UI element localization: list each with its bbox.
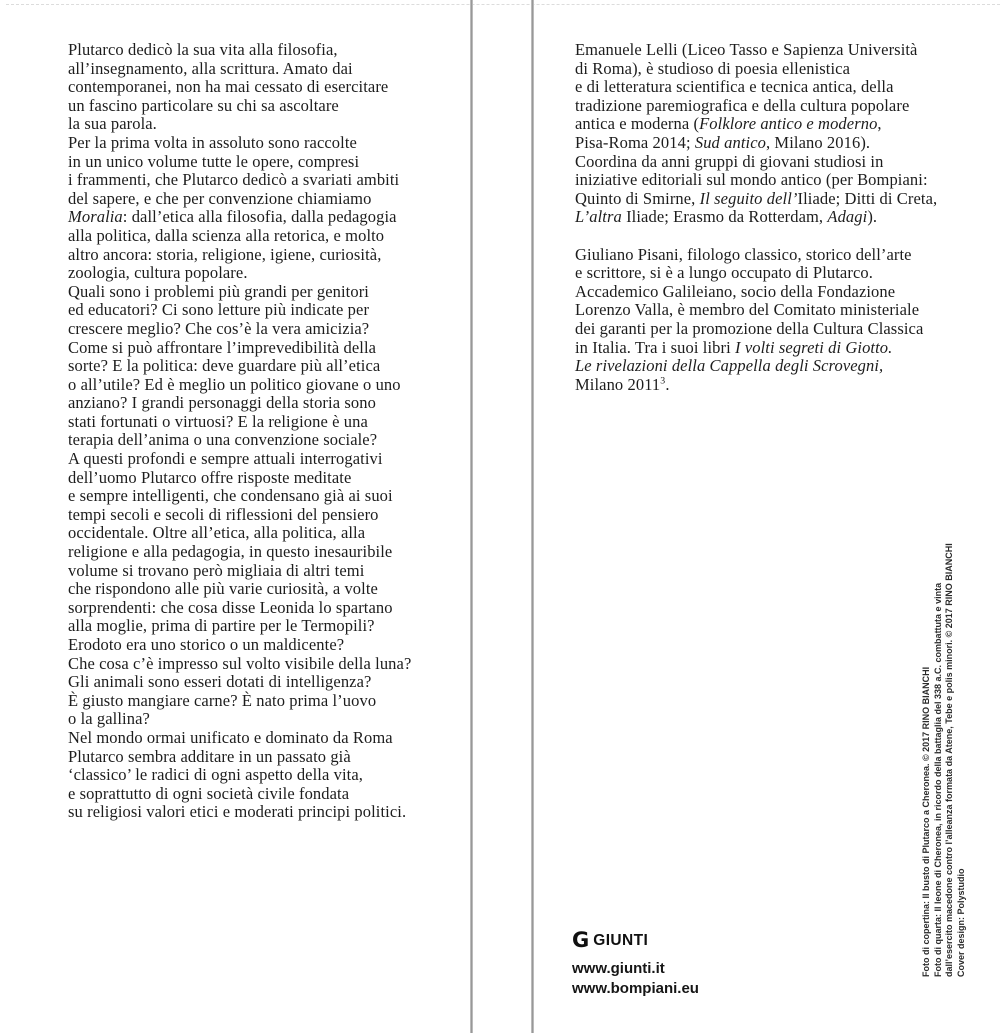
- text-line: Come si può affrontare l’imprevedibilità della: [68, 337, 377, 357]
- text-line: Plutarco dedicò la sua vita alla filosofia,: [68, 40, 338, 59]
- text-line: Erodoto era uno storico o un maldicente?: [68, 635, 345, 654]
- text-line: e sempre intelligenti, che condensano già ai suoi: [68, 486, 393, 506]
- text-line: Quinto di Smirne, Il seguito dell’Iliade; Ditti di Creta,: [575, 188, 938, 208]
- text-line: sorprendenti: che cosa disse Leonida lo spartano: [68, 597, 393, 617]
- right-flap: [575, 41, 937, 394]
- text-line: dell’uomo Plutarco offre risposte meditate: [68, 467, 352, 487]
- text-line: un fascino particolare su chi sa ascoltare: [68, 95, 339, 115]
- text-line: su religiosi valori etici e moderati principi politici.: [68, 802, 407, 822]
- text-line: o la gallina?: [68, 709, 150, 729]
- text-line: dei garanti per la promozione della Cultura Classica: [575, 318, 924, 338]
- text-line: L’altra Iliade; Erasmo da Rotterdam, Adagi).: [575, 207, 878, 227]
- text-line: e soprattutto di ogni società civile fondata: [68, 783, 350, 803]
- text-line: iniziative editoriali sul mondo antico (per Bompiani:: [575, 170, 928, 190]
- text-line: ed educatori? Ci sono letture più indicate per: [68, 300, 370, 320]
- text-line: Lorenzo Valla, è membro del Comitato ministeriale: [575, 300, 920, 320]
- text-line: sorte? E la politica: deve guardare più all’etica: [68, 356, 381, 376]
- url-bompiani: www.bompiani.eu: [572, 979, 699, 997]
- text-line: tempi secoli e secoli di riflessioni del pensiero: [68, 504, 379, 524]
- publisher-urls: [572, 959, 699, 998]
- text-line: alla politica, dalla scienza alla retorica, e molto: [68, 225, 385, 245]
- author-bio-pisani: [575, 246, 937, 395]
- text-line: Emanuele Lelli (Liceo Tasso e Sapienza Università: [575, 40, 918, 59]
- author-bio-lelli: [575, 41, 937, 227]
- text-line: Le rivelazioni della Cappella degli Scrovegni,: [575, 356, 884, 376]
- text-line: all’insegnamento, alla scrittura. Amato dai: [68, 58, 353, 78]
- text-line: occidentale. Oltre all’etica, alla politica, alla: [68, 523, 366, 543]
- text-line: ‘classico’ le radici di ogni aspetto della vita,: [68, 765, 363, 785]
- text-line: Plutarco sembra additare in un passato già: [68, 746, 351, 766]
- giunti-logo-text: GIUNTI: [593, 932, 649, 949]
- text-line: e scrittore, si è a lungo occupato di Plutarco.: [575, 263, 873, 283]
- left-flap-text: [68, 41, 411, 822]
- text-line: Foto di quarta: Il leone di Cheronea, in ricordo della battaglia del 338 a.C. combattuta e vinta: [932, 582, 943, 977]
- text-line: altro ancora: storia, religione, igiene, curiosità,: [68, 244, 382, 264]
- text-line: che rispondono alle più varie curiosità, a volte: [68, 579, 378, 599]
- text-line: zoologia, cultura popolare.: [68, 263, 248, 283]
- text-line: o all’utile? Ed è meglio un politico giovane o uno: [68, 374, 401, 394]
- text-line: È giusto mangiare carne? È nato prima l’uovo: [68, 690, 377, 710]
- text-line: dall’esercito macedone contro l’alleanza formata da Atene, Tebe e polis minori. © 2017 RINO BIANCHI: [944, 543, 955, 977]
- flap-fold-line-left: [470, 0, 473, 1033]
- text-line: volume si trovano però migliaia di altri temi: [68, 560, 365, 580]
- text-line: Nel mondo ormai unificato e dominato da Roma: [68, 727, 393, 747]
- text-line: alla moglie, prima di partire per le Termopili?: [68, 616, 375, 636]
- text-line: in Italia. Tra i suoi libri I volti segreti di Giotto.: [575, 337, 893, 357]
- giunti-logo: [572, 928, 699, 952]
- text-line: antica e moderna (Folklore antico e moderno,: [575, 114, 882, 134]
- text-line: in un unico volume tutte le opere, compresi: [68, 151, 360, 171]
- text-line: Accademico Galileiano, socio della Fondazione: [575, 281, 896, 301]
- text-line: Pisa-Roma 2014; Sud antico, Milano 2016).: [575, 132, 871, 152]
- text-line: tradizione paremiografica e della cultura popolare: [575, 95, 910, 115]
- text-line: Gli animali sono esseri dotati di intelligenza?: [68, 672, 372, 692]
- text-line: i frammenti, che Plutarco dedicò a svariati ambiti: [68, 170, 400, 190]
- text-line: A questi profondi e sempre attuali interrogativi: [68, 449, 383, 469]
- text-line: Foto di copertina: Il busto di Plutarco a Cheronea. © 2017 RINO BIANCHI: [921, 666, 931, 977]
- text-line: la sua parola.: [68, 114, 157, 134]
- text-line: terapia dell’anima o una convenzione sociale?: [68, 430, 378, 450]
- text-line: Che cosa c’è impresso sul volto visibile della luna?: [68, 653, 412, 673]
- text-line: anziano? I grandi personaggi della storia sono: [68, 393, 376, 413]
- text-line: di Roma), è studioso di poesia ellenistica: [575, 58, 851, 78]
- flap-fold-line-right: [531, 0, 534, 1033]
- text-line: Quali sono i problemi più grandi per genitori: [68, 281, 369, 301]
- text-line: Moralia: dall’etica alla filosofia, dalla pedagogia: [68, 207, 397, 227]
- text-line: crescere meglio? Che cos’è la vera amicizia?: [68, 318, 370, 338]
- text-line: Cover design: Polystudio: [955, 868, 966, 977]
- photo-credits: [921, 527, 967, 977]
- text-line: e di letteratura scientifica e tecnica antica, della: [575, 77, 894, 97]
- text-line: Per la prima volta in assoluto sono raccolte: [68, 132, 357, 152]
- publisher-block: [572, 928, 699, 998]
- text-line: religione e alla pedagogia, in questo inesauribile: [68, 542, 393, 562]
- text-line: Milano 2011$^3$.: [575, 374, 670, 394]
- url-giunti: www.giunti.it: [572, 960, 665, 977]
- text-line: stati fortunati o virtuosi? E la religione è una: [68, 411, 368, 431]
- text-line: del sapere, e che per convenzione chiamiamo: [68, 188, 372, 208]
- text-line: contemporanei, non ha mai cessato di esercitare: [68, 77, 389, 97]
- text-line: Coordina da anni gruppi di giovani studiosi in: [575, 151, 884, 171]
- text-line: Giuliano Pisani, filologo classico, storico dell’arte: [575, 244, 912, 264]
- giunti-g-icon: G: [572, 928, 590, 952]
- scan-crease-line: [6, 4, 1000, 5]
